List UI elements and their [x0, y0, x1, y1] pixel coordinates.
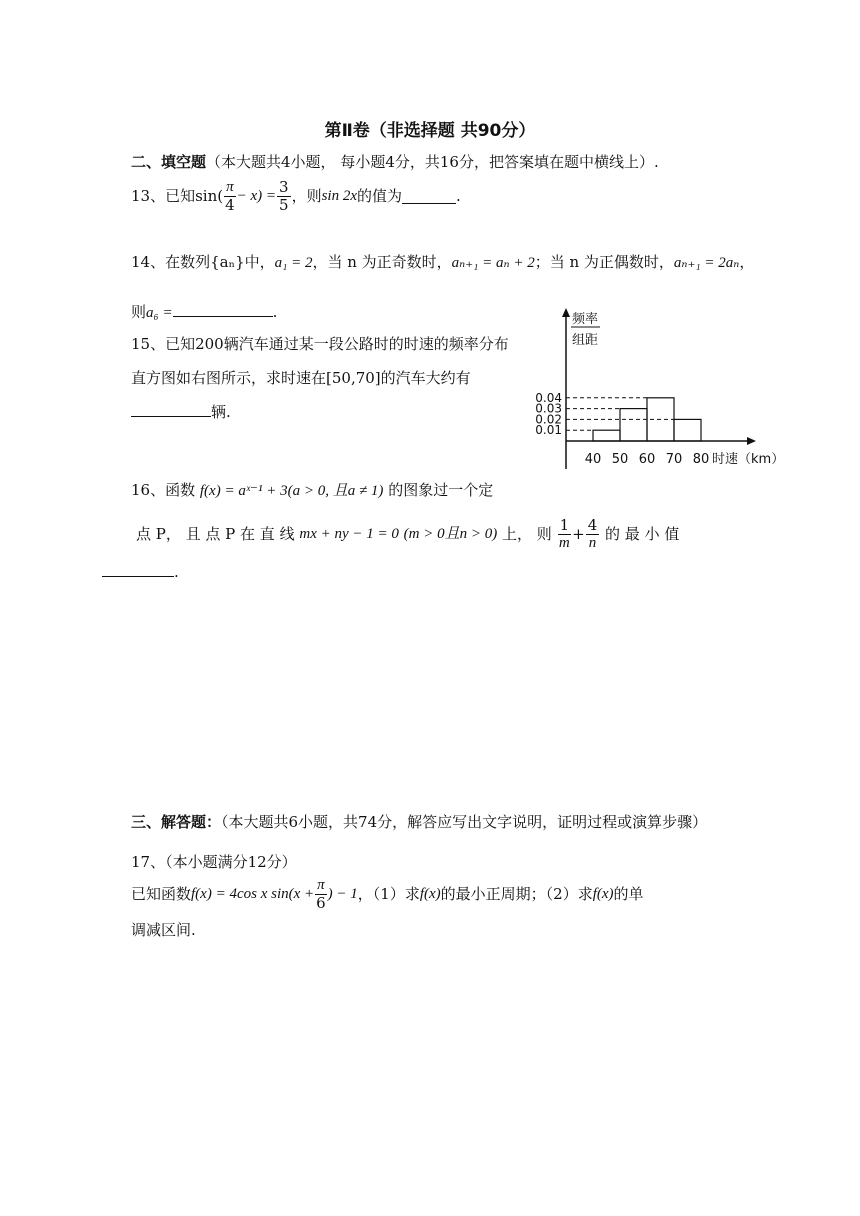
q16-line-equation: mx + ny − 1 = 0: [299, 526, 399, 542]
q16-line2-mid: 上， 则: [502, 525, 552, 543]
q16-condition: (m > 0且n > 0): [403, 526, 498, 542]
q14-answer-blank[interactable]: [173, 302, 273, 317]
q16-four-over-n: $\frac{4}{n}$: [587, 515, 598, 551]
section-3-header: [131, 812, 707, 832]
q17-func-a: f(x) = 4cos x sin(x +: [191, 886, 315, 902]
q13-minus-x: − x) =: [236, 188, 277, 204]
section-2-heading: 二、填空题: [131, 153, 207, 171]
q13-post: ，则: [291, 187, 322, 205]
q17-fx-1: f(x): [419, 886, 441, 902]
q14-a1: a₁ = 2: [274, 255, 313, 271]
y-tick-label: 0.04: [535, 390, 562, 405]
q16-function: f(x) = aˣ⁻¹ + 3(a > 0, 且a ≠ 1): [199, 483, 384, 499]
x-tick-label: 40: [584, 452, 602, 467]
x-axis-label: 时速（km）: [712, 452, 785, 467]
question-14-line-2: [131, 302, 277, 323]
q14-rec1: aₙ₊₁ = aₙ + 2: [451, 255, 535, 271]
q13-answer-blank[interactable]: [402, 189, 456, 204]
q14-rec2: aₙ₊₁ = 2aₙ: [673, 255, 740, 271]
q17-part1-pre: ，（1）求: [357, 885, 420, 903]
y-tick-label: 0.01: [535, 423, 562, 438]
q14-line2-pre: 则: [131, 303, 147, 321]
q14-prefix: 14、在数列{aₙ}中，: [131, 253, 275, 271]
y-tick-label: 0.03: [535, 401, 562, 416]
q16-line3-end: .: [174, 563, 179, 581]
q17-func-b: ) − 1: [327, 886, 358, 902]
q16-plus: +: [572, 525, 585, 543]
q16-line2-pre: 点 P， 且 点 P 在 直 线: [136, 525, 295, 543]
histogram-bar: [620, 409, 647, 441]
q15-line-2: 直方图如右图所示，求时速在[50,70]的汽车大约有: [131, 369, 471, 387]
question-16-line-2: [136, 514, 679, 554]
q15-line-1: 15、已知200辆汽车通过某一段公路时的时速的频率分布: [131, 335, 509, 353]
q17-header: 17、（本小题满分12分）: [131, 853, 297, 871]
y-label-bottom: 组距: [572, 333, 599, 348]
q17-fx-2: f(x): [592, 886, 614, 902]
page-title: 第Ⅱ卷（非选择题 共90分）: [324, 121, 536, 141]
q14-a6: a₆ =: [146, 305, 173, 321]
q16-tail1: 的图象过一个定: [388, 481, 494, 499]
q16-answer-blank[interactable]: [102, 562, 174, 577]
section-3-note: （本大题共6小题，共74分，解答应写出文字说明，证明过程或演算步骤）: [221, 813, 708, 831]
q13-pi-over-4: $\frac{\pi}{4}$: [225, 178, 235, 214]
x-tick-label: 80: [692, 452, 710, 467]
q13-end: .: [456, 187, 461, 205]
x-tick-label: 70: [665, 452, 683, 467]
x-tick-label: 50: [611, 452, 629, 467]
question-16: [131, 480, 493, 501]
q17-pi-over-6: $\frac{\pi}{6}$: [316, 876, 326, 912]
q13-sin2x: sin 2x: [321, 188, 358, 204]
q16-one-over-m: $\frac{1}{m}$: [558, 515, 570, 551]
frequency-histogram: [520, 300, 810, 470]
question-17: [131, 874, 644, 914]
section-2-header: [131, 152, 659, 172]
q16-line2-end: 的 最 小 值: [605, 525, 680, 543]
q14-line2-end: .: [272, 303, 278, 321]
question-13: [131, 176, 461, 216]
q16-prefix: 16、函数: [131, 481, 196, 499]
x-axis-arrow: [747, 437, 756, 445]
q13-tail: 的值为: [357, 187, 403, 205]
q14-end: ，: [739, 253, 755, 271]
q17-prefix: 已知函数: [131, 885, 192, 903]
section-3-heading: 三、解答题：: [131, 813, 222, 831]
q13-sin: sin(: [195, 187, 224, 205]
q15-line-3: [131, 402, 231, 422]
q13-prefix: 13、已知: [131, 187, 196, 205]
q14-mid1: ，当 n 为正奇数时，: [312, 253, 452, 271]
histogram-bar: [593, 430, 620, 441]
x-tick-label: 60: [638, 452, 656, 467]
q14-mid2: ；当 n 为正偶数时，: [534, 253, 674, 271]
y-axis-arrow: [562, 308, 570, 317]
histogram-bar: [674, 419, 701, 441]
q15-answer-blank[interactable]: [131, 402, 211, 417]
q13-three-fifths: $\frac{3}{5}$: [279, 177, 289, 214]
y-tick-label: 0.02: [535, 412, 562, 427]
y-label-top: 频率: [572, 312, 599, 327]
q17-part2-post: 的单: [613, 885, 644, 903]
question-16-line-3: [102, 562, 179, 582]
section-2-note: （本大题共4小题， 每小题4分，共16分，把答案填在题中横线上）.: [206, 153, 659, 171]
question-14: [131, 252, 754, 273]
q15-line3-end: 辆.: [211, 403, 231, 421]
q17-line-2: 调减区间.: [131, 921, 196, 939]
q17-part1-post: 的最小正周期；（2）求: [440, 885, 593, 903]
